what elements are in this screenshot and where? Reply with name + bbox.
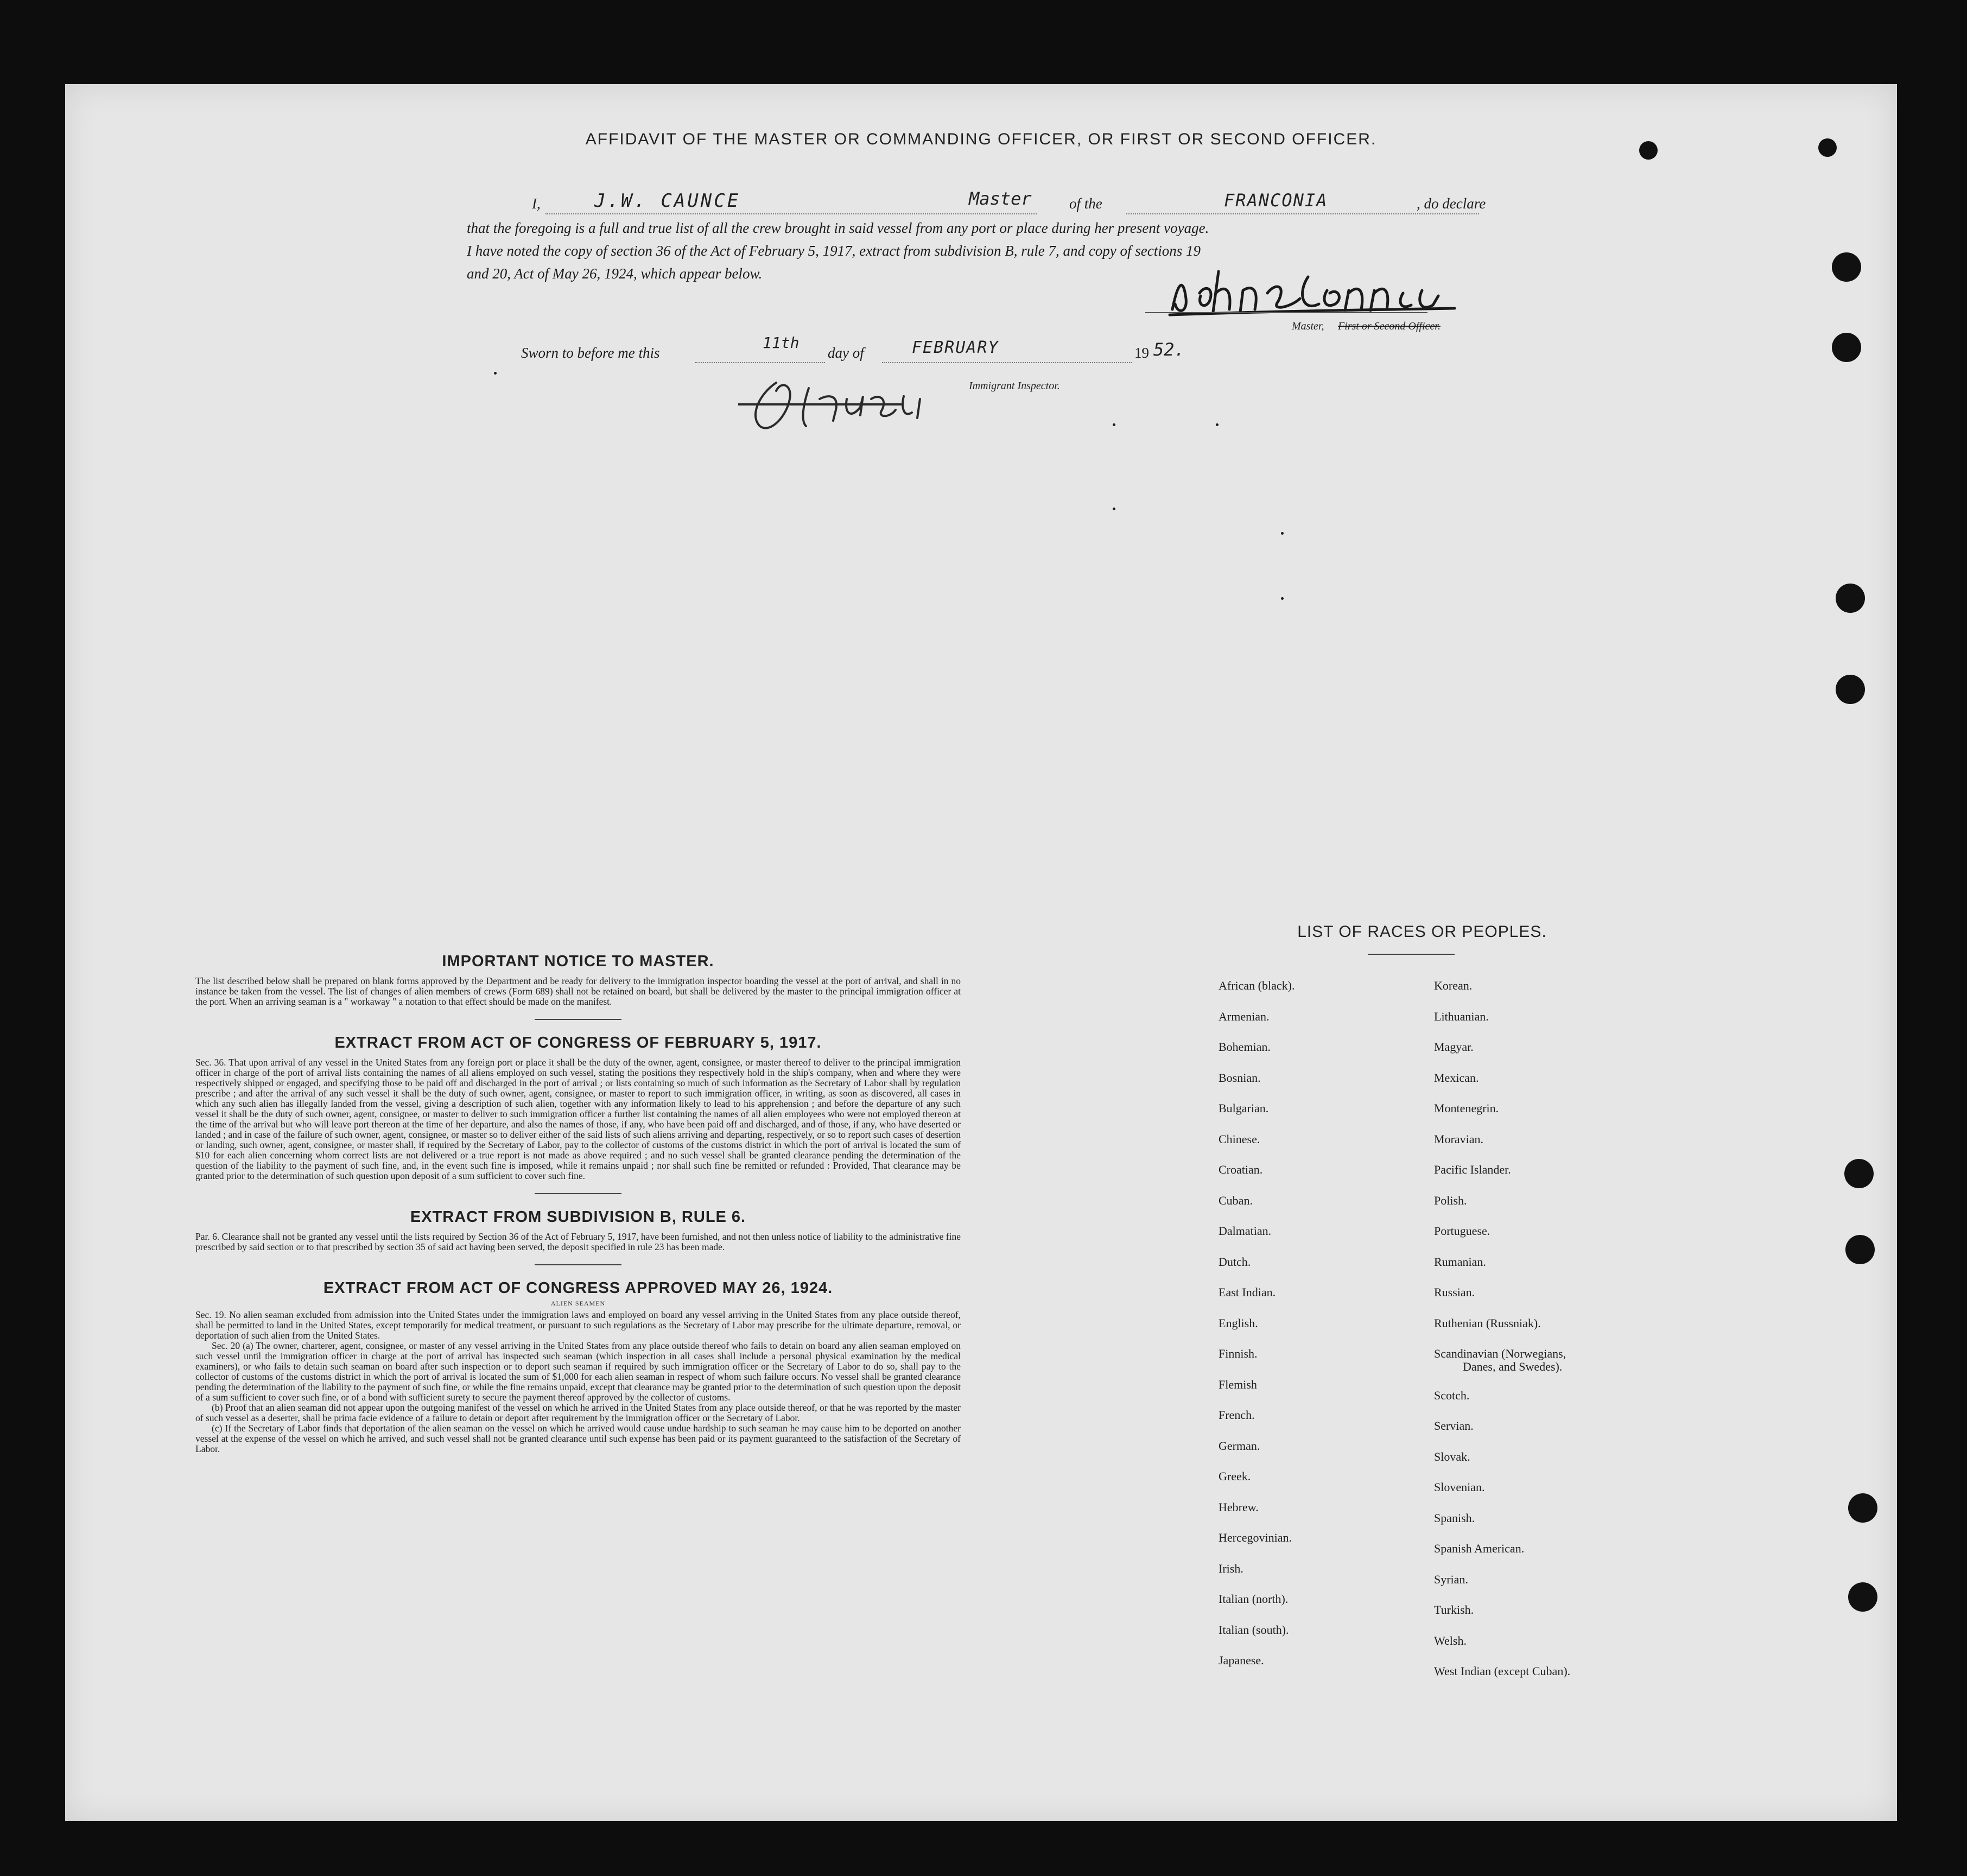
sworn-prefix: Sworn to before me this	[521, 345, 660, 361]
of-the-label: of the	[1069, 195, 1102, 212]
do-declare-label: , do declare	[1417, 195, 1486, 212]
punch-hole	[1836, 675, 1865, 704]
sworn-year: 52.	[1153, 339, 1185, 360]
punch-hole	[1832, 252, 1861, 282]
inspector-signature	[738, 366, 988, 437]
day-line	[695, 362, 825, 363]
race-item: Montenegrin.	[1434, 1101, 1499, 1115]
race-item: Moravian.	[1434, 1132, 1484, 1146]
legal-notices	[195, 953, 961, 1454]
punch-hole	[1844, 1159, 1874, 1188]
section-divider	[535, 1264, 621, 1265]
section-divider	[535, 1193, 621, 1194]
race-item: Cuban.	[1219, 1193, 1253, 1207]
race-item: Japanese.	[1219, 1653, 1264, 1667]
race-item: Lithuanian.	[1434, 1009, 1489, 1023]
race-item-continuation: Danes, and Swedes).	[1463, 1360, 1563, 1373]
master-signature-label: Master,	[1292, 320, 1324, 332]
race-item: Slovenian.	[1434, 1480, 1485, 1494]
notice-body: The list described below shall be prepared on blank forms approved by the Department and be ready for delivery to the immigration inspector boarding the vessel at the port of arrival, and shall in no instance be taken from the vessel. The list of changes of alien members of crews (Form 689) shall not be retained on board, but shall be delivered by the master to the principal immigration officer at the port. When an arriving seaman is a " workaway " a notation to that effect should be made on the manifest.	[195, 975, 961, 1007]
extract-1917-title: EXTRACT FROM ACT OF CONGRESS OF FEBRUARY 5, 1917.	[334, 1034, 822, 1051]
race-item: Spanish.	[1434, 1511, 1475, 1525]
extract-1924-title: EXTRACT FROM ACT OF CONGRESS APPROVED MAY 26, 1924.	[323, 1279, 833, 1297]
race-item: Turkish.	[1434, 1603, 1474, 1617]
race-item: Hercegovinian.	[1219, 1531, 1292, 1544]
name-line	[545, 213, 1037, 214]
race-item: Croatian.	[1219, 1163, 1263, 1176]
race-item: Italian (south).	[1219, 1623, 1289, 1637]
race-item: Pacific Islander.	[1434, 1163, 1511, 1176]
vessel-name: FRANCONIA	[1224, 190, 1328, 211]
race-item: Mexican.	[1434, 1070, 1479, 1085]
punch-hole	[1639, 141, 1658, 160]
race-item: Korean.	[1434, 979, 1473, 992]
master-name: J.W. CAUNCE	[594, 190, 741, 212]
race-item: English.	[1219, 1316, 1258, 1330]
race-item: German.	[1219, 1438, 1260, 1453]
race-item: Hebrew.	[1219, 1500, 1259, 1514]
extract-1924-sec19: Sec. 19. No alien seaman excluded from admission into the United States under the immigration laws and employed on board any vessel arriving in the United States from any place outside thereof, shall be permitted to land in the United States, except temporarily for medical treatment, or pursuant to such regulations as the Secretary of Labor may prescribe for the ultimate departure, removal, or deportation of such alien from the United States.	[195, 1309, 961, 1341]
scan-speck	[1216, 423, 1219, 426]
scan-speck	[1113, 423, 1115, 426]
race-item: Slovak.	[1434, 1449, 1470, 1463]
struck-officer-label: First or Second Officer.	[1338, 320, 1441, 332]
race-item: Scandinavian (Norwegians,	[1434, 1347, 1566, 1360]
scan-speck	[494, 372, 497, 375]
punch-hole	[1818, 138, 1837, 157]
affidavit-prefix: I,	[532, 195, 541, 212]
punch-hole	[1836, 584, 1865, 613]
affidavit-line-4: and 20, Act of May 26, 1924, which appear below.	[467, 265, 763, 282]
race-item: Italian (north).	[1219, 1592, 1289, 1606]
race-item: East Indian.	[1219, 1285, 1276, 1299]
race-item: African (black).	[1219, 979, 1295, 992]
extract-1917-body: Sec. 36. That upon arrival of any vessel in the United States from any foreign port or place it shall be the duty of the owner, agent, consignee, or master thereof to deliver to the principal immigration officer in charge of the port of arrival lists containing the names of all aliens employed on such vessel, stating the positions they respectively hold in the ship's company, when and where they were respectively shipped or engaged, and specifying those to be paid off and discharged in the port of arrival ; or lists containing so much of such information as the Secretary of Labor shall by regulation prescribe ; and after the arrival of any such vessel it shall be the duty of such owner, agent, consignee, or master to report to such immigration officer, in writing, as soon as discovered, all cases in which any such alien has illegally landed from the vessel, giving a description of such alien, together with any information likely to lead to his apprehension ; and before the departure of any such vessel it shall be the duty of such owner, agent, consignee, or master to deliver to such immigration officer a further list containing the names of all alien employees who were not employed thereon at the time of the arrival but who will leave port thereon at the time of her departure, and also the names of those, if any, who have been paid off and discharged, and of those, if any, who have deserted or landed ; and in case of the failure of such owner, agent, consignee, or master so to deliver either of the said lists of such aliens arriving and departing, respectively, or so to report such cases of desertion or landing, such owner, agent, consignee, or master shall, if required by the Secretary of Labor, pay to the collector of customs of the customs district in which the port of arrival is located the sum of $10 for each alien concerning whom correct lists are not delivered or a true report is not made as above required ; and no such vessel shall be granted clearance pending the determination of the question of the liability to the payment of such fine, and, in the event such fine is imposed, while it remains unpaid ; nor shall such fine be remitted or refunded : Provided, That clearance may be granted prior to the determination of such question upon deposit of a sum sufficient to cover such fine.	[195, 1057, 961, 1181]
master-signature-line	[1145, 312, 1427, 313]
scan-speck	[1281, 532, 1284, 535]
race-item: Irish.	[1219, 1561, 1243, 1575]
punch-hole	[1832, 333, 1861, 362]
punch-hole	[1848, 1493, 1877, 1523]
races-divider	[1368, 954, 1455, 955]
race-item: Dutch.	[1219, 1254, 1251, 1269]
inspector-label: Immigrant Inspector.	[969, 380, 1060, 392]
race-item: Scotch.	[1434, 1388, 1470, 1402]
affidavit-line-2: that the foregoing is a full and true list of all the crew brought in said vessel from any port or place during her present voyage.	[467, 220, 1209, 236]
master-signature	[1162, 261, 1465, 323]
affidavit-line-3: I have noted the copy of section 36 of the Act of February 5, 1917, extract from subdivision B, rule 7, and copy of sections 19	[467, 243, 1201, 259]
race-item: Russian.	[1434, 1285, 1475, 1299]
year-prefix: 19	[1134, 345, 1149, 361]
vessel-line	[1126, 213, 1479, 214]
scan-speck	[1281, 597, 1284, 600]
day-of-label: day of	[828, 345, 864, 361]
race-item: Ruthenian (Russniak).	[1434, 1316, 1541, 1330]
punch-hole	[1845, 1235, 1875, 1264]
notice-title: IMPORTANT NOTICE TO MASTER.	[442, 953, 714, 970]
race-item: Syrian.	[1434, 1572, 1468, 1586]
race-item: West Indian (except Cuban).	[1434, 1664, 1571, 1678]
race-item: Bulgarian.	[1219, 1101, 1269, 1115]
race-item: Welsh.	[1434, 1633, 1467, 1647]
race-item: Bosnian.	[1219, 1070, 1261, 1085]
race-item: Spanish American.	[1434, 1542, 1525, 1555]
rule6-body: Par. 6. Clearance shall not be granted any vessel until the lists required by Section 36 of the Act of February 5, 1917, have been furnished, and not then unless notice of liability to the administrative fine prescribed by said section or to that prescribed by section 35 of said act having been served, the deposit specified in rule 23 has been made.	[195, 1231, 961, 1252]
races-title: LIST OF RACES OR PEOPLES.	[1297, 923, 1547, 941]
month-line	[882, 362, 1132, 363]
race-item: Flemish	[1219, 1377, 1257, 1391]
race-item: Rumanian.	[1434, 1254, 1486, 1269]
race-item: French.	[1219, 1408, 1255, 1422]
race-item: Polish.	[1434, 1193, 1467, 1207]
race-item: Armenian.	[1219, 1009, 1270, 1023]
extract-1924-sec20c: (c) If the Secretary of Labor finds that deportation of the alien seaman on the vessel on which he arrived would cause undue hardship to such seaman he may cause him to be deported on another vessel at the expense of the vessel on which he arrived, and such vessel shall not be granted clearance until such expense has been paid or its payment guaranteed to the satisfaction of the Secretary of Labor.	[195, 1423, 961, 1454]
extract-1924-sec20a: Sec. 20 (a) The owner, charterer, agent, consignee, or master of any vessel arriving in the United States from any place outside thereof who fails to detain on board any alien seaman employed on such vessel until the immigration officer in charge at the port of arrival has inspected such seaman (which inspection in all cases shall include a personal physical examination by the medical examiners), or who fails to detain such seaman on board after such inspection or to deport such seaman if required by such immigration officer or the Secretary of Labor to do so, shall pay to the collector of customs of the customs district in which the port of arrival is located the sum of $1,000 for each alien seaman in respect of whom such failure occurs. No vessel shall be granted clearance pending the determination of the liability to the payment of such fine, or while the fine remains unpaid, except that clearance may be granted prior to the determination of such question upon the deposit of a sum sufficient to cover such fine, or of a bond with sufficient surety to secure the payment thereof approved by the collector of customs.	[195, 1340, 961, 1403]
race-item: Magyar.	[1434, 1040, 1474, 1054]
alien-seamen-subhead: ALIEN SEAMEN	[550, 1300, 606, 1307]
race-item: Dalmatian.	[1219, 1224, 1272, 1238]
document-page	[65, 84, 1897, 1821]
race-item: Portuguese.	[1434, 1224, 1490, 1238]
extract-1924-sec20b: (b) Proof that an alien seaman did not appear upon the outgoing manifest of the vessel on which he arrived in the United States from any place outside thereof, or that he was reported by the master of such vessel as a deserter, shall be prima facie evidence of a failure to detain or deport after requirement by the immigration officer or the Secretary of Labor.	[195, 1402, 961, 1423]
master-rank: Master	[969, 188, 1032, 209]
race-item: Servian.	[1434, 1419, 1474, 1433]
affidavit-title: AFFIDAVIT OF THE MASTER OR COMMANDING OFFICER, OR FIRST OR SECOND OFFICER.	[585, 130, 1377, 148]
race-item: Chinese.	[1219, 1132, 1260, 1146]
race-item: Bohemian.	[1219, 1040, 1271, 1054]
section-divider	[535, 1019, 621, 1020]
sworn-day: 11th	[763, 334, 800, 352]
sworn-month: FEBRUARY	[912, 338, 999, 357]
scan-speck	[1113, 508, 1115, 510]
race-item: Greek.	[1219, 1469, 1251, 1483]
rule6-title: EXTRACT FROM SUBDIVISION B, RULE 6.	[410, 1208, 746, 1226]
punch-hole	[1848, 1582, 1877, 1612]
race-item: Finnish.	[1219, 1347, 1258, 1360]
